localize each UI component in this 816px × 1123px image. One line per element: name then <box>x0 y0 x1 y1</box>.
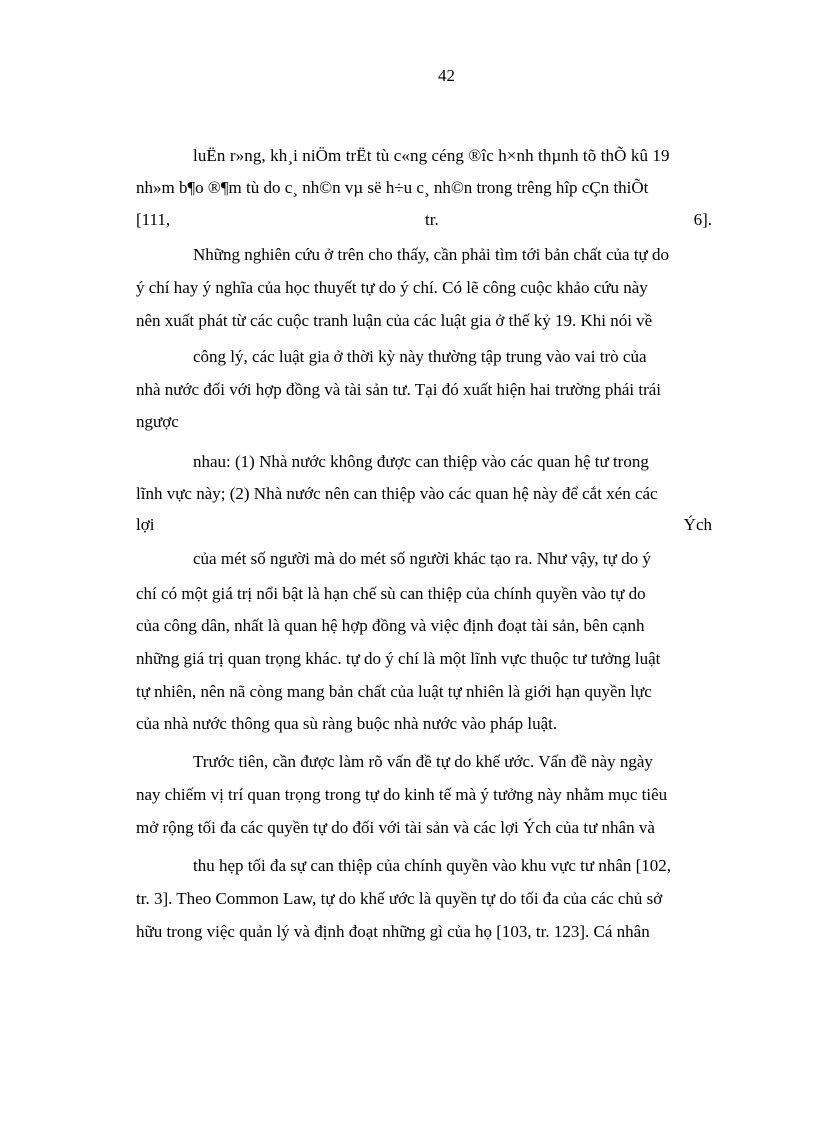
text-line: ý chí hay ý nghĩa của học thuyết tự do ý chí. Có lẽ công cuộc khảo cứu này <box>136 278 648 297</box>
text-line: của mét số người mà do mét số người khác tạo ra. Như vậy, tự do ý <box>193 549 651 568</box>
text-line-split <box>136 515 712 535</box>
text-line: công lý, các luật gia ở thời kỳ này thường tập trung vào vai trò của <box>193 347 647 366</box>
text-line: nhau: (1) Nhà nước không được can thiệp vào các quan hệ tư trong <box>193 452 649 471</box>
text-line: nhà nước đối với hợp đồng và tài sản tư. Tại đó xuất hiện hai trường phái trái <box>136 380 662 399</box>
split-part: lợi <box>136 515 155 534</box>
text-line: hữu trong việc quản lý và định đoạt những gì của họ [103, tr. 123]. Cá nhân <box>136 922 650 941</box>
text-line: lĩnh vực này; (2) Nhà nước nên can thiệp vào các quan hệ này để cắt xén các <box>136 484 658 503</box>
text-line: chí có một giá trị nổi bật là hạn chế sù can thiệp của chính quyền vào tự do <box>136 584 646 603</box>
text-line: luËn r»ng, kh¸i niÖm trËt tù c«ng céng ®îc h×nh thµnh tõ thÕ kû 19 <box>193 146 670 165</box>
page-number: 42 <box>438 66 455 85</box>
ref-part: [111, <box>136 210 171 229</box>
ref-part: 6]. <box>693 210 712 229</box>
text-line: thu hẹp tối đa sự can thiệp của chính quyền vào khu vực tư nhân [102, <box>193 856 672 875</box>
text-line: mở rộng tối đa các quyền tự do đối với tài sản và các lợi Ých của tư nhân và <box>136 818 655 837</box>
split-part: Ých <box>683 515 712 534</box>
text-line: của nhà nước thông qua sù ràng buộc nhà nước vào pháp luật. <box>136 714 558 733</box>
ref-part: tr. <box>425 210 439 229</box>
text-line-reference <box>136 210 712 230</box>
text-line: ngược <box>136 412 179 431</box>
text-line: của công dân, nhất là quan hệ hợp đồng và việc định đoạt tài sản, bên cạnh <box>136 616 645 635</box>
text-line: nh»m b¶o ®¶m tù do c¸ nh©n vµ së h÷u c¸ nh©n trong trêng hîp cÇn thiÕt <box>136 178 649 197</box>
text-line: Những nghiên cứu ở trên cho thấy, cần phải tìm tới bản chất của tự do <box>193 245 669 264</box>
text-line: nay chiếm vị trí quan trọng trong tự do kinh tế mà ý tưởng này nhằm mục tiêu <box>136 785 668 804</box>
text-line: tự nhiên, nên nã còng mang bản chất của luật tự nhiên là giới hạn quyền lực <box>136 682 652 701</box>
text-line: Trước tiên, cần được làm rõ vấn đề tự do khế ước. Vấn đề này ngày <box>193 752 653 771</box>
text-line: nên xuất phát từ các cuộc tranh luận của các luật gia ở thế kỷ 19. Khi nói về <box>136 311 653 330</box>
text-line: tr. 3]. Theo Common Law, tự do khế ước là quyền tự do tối đa của các chủ sở <box>136 889 663 908</box>
text-line: những giá trị quan trọng khác. tự do ý chí là một lĩnh vực thuộc tư tưởng luật <box>136 649 661 668</box>
